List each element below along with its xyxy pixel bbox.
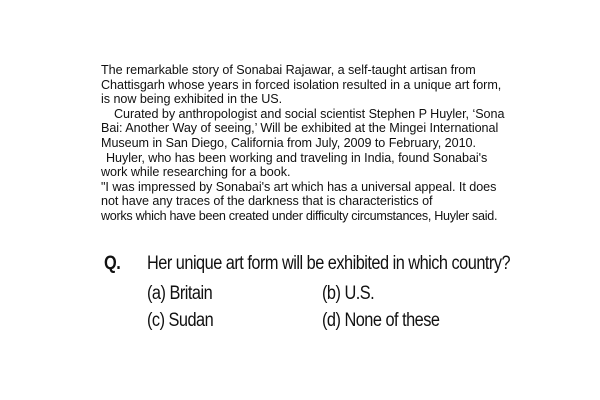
option-a: (a) Britain <box>147 283 213 304</box>
option-c: (c) Sudan <box>147 310 214 331</box>
passage <box>101 63 513 224</box>
option-b: (b) U.S. <box>322 283 375 304</box>
passage-paragraph-4: "I was impressed by Sonabai's art which has a universal appeal. It does not have any traces of the darkness that is characteristics of <box>101 179 497 209</box>
question-text: Her unique art form will be exhibited in which country? <box>147 253 511 274</box>
answer-options <box>147 281 567 335</box>
question-line <box>104 252 517 276</box>
question-label: Q. <box>104 253 121 274</box>
passage-paragraph-2: Curated by anthropologist and social scientist Stephen P Huyler, ‘Sona Bai: Another Way of seeing,’ Will be exhibited at the Mingei International Museum in San Diego, California from July, 2009 to February, 2010. <box>101 106 505 150</box>
options-row-1 <box>147 281 567 308</box>
passage-paragraph-3: Huyler, who has been working and traveling in India, found Sonabai's work while researching for a book. <box>101 150 488 180</box>
option-d: (d) None of these <box>322 310 440 331</box>
options-row-2 <box>147 308 567 335</box>
passage-paragraph-4-continued: works which have been created under difficulty circumstances, Huyler said. <box>101 208 498 223</box>
question <box>104 252 584 276</box>
passage-paragraph-1: The remarkable story of Sonabai Rajawar, a self-taught artisan from Chattisgarh whose years in forced isolation resulted in a unique art form, is now being exhibited in the US. <box>101 63 502 107</box>
